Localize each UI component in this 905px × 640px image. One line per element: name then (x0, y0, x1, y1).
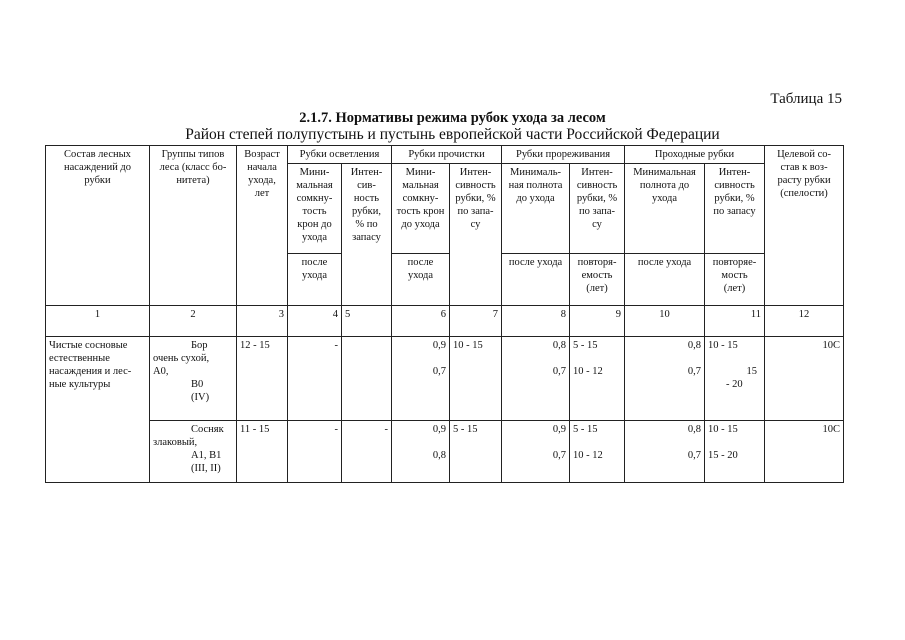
table-row (46, 421, 844, 483)
text-line: по запа- (457, 206, 494, 217)
target-cell: 10С (765, 337, 844, 421)
prorezh-min-cell: 0,9 0,7 (502, 421, 570, 483)
col-number: 3 (237, 306, 288, 337)
col-number: 9 (570, 306, 625, 337)
text-line: Интен- (459, 167, 492, 178)
text-line: запасу (352, 232, 381, 243)
text-line: мальная (402, 180, 439, 191)
header-prorezh-repeat (570, 254, 625, 306)
header-prorezh-intensity (570, 164, 625, 254)
text-line: расту рубки (777, 175, 831, 186)
text-line: Минималь- (510, 167, 562, 178)
header-prokhod-min-density (625, 164, 705, 254)
text-line: Интен- (350, 167, 383, 178)
text-line: ухода (407, 270, 434, 281)
text-line: сомкну- (402, 193, 439, 204)
prorezh-int-cell: 5 - 15 10 - 12 (570, 337, 625, 421)
col-number: 11 (705, 306, 765, 337)
osv-min-cell: - (288, 337, 342, 421)
header-target-composition (765, 146, 844, 306)
header-group-osvetlenie: Рубки осветления (288, 146, 392, 164)
header-prokhod-intensity (705, 164, 765, 254)
header-prorezh-after: после ухода (502, 254, 570, 306)
text-line: нитета) (176, 175, 210, 186)
text-line: ухода (301, 232, 328, 243)
text-line: насаждений до (63, 162, 132, 173)
text-line: су (470, 219, 481, 230)
text-line: Мини- (299, 167, 330, 178)
text-line: сивность (576, 180, 618, 191)
text-line: ная полнота (508, 180, 563, 191)
text-line: крон до (297, 219, 332, 230)
text-line: рубки, % (455, 193, 496, 204)
text-line: после (301, 257, 328, 268)
text-line: рубки, (352, 206, 381, 217)
header-prokhod-repeat (705, 254, 765, 306)
proch-int-cell: 5 - 15 (450, 421, 502, 483)
col-number: 1 (46, 306, 150, 337)
col-number: 6 (392, 306, 450, 337)
text-line: после (407, 257, 434, 268)
text-line: став к воз- (780, 162, 828, 173)
text-line: ные культуры (49, 379, 111, 390)
header-prorezh-min-density (502, 164, 570, 254)
text-line: тость крон (396, 206, 445, 217)
document-title: 2.1.7. Нормативы режима рубок ухода за лесом (299, 110, 606, 126)
text-line: начала (247, 162, 277, 173)
text-line: сивность (714, 180, 755, 191)
header-proch-after (392, 254, 450, 306)
text-line: сив- (357, 180, 376, 191)
header-prokhod-after: после ухода (625, 254, 705, 306)
document-subtitle: Район степей полупустынь и пустынь европейской части Российской Федерации (185, 126, 720, 143)
text-line: повторя- (577, 257, 617, 268)
text-line: по запа- (579, 206, 615, 217)
text-line: Интен- (581, 167, 613, 178)
header-proch-intensity (450, 164, 502, 306)
text-line: рубки, % (576, 193, 618, 204)
prokhod-int-cell: 10 - 15 15 - 20 (705, 337, 765, 421)
text-line: Целевой со- (777, 149, 831, 160)
proch-min-cell: 0,9 0,7 (392, 337, 450, 421)
forest-group-cell: Сосняк злаковый, А1, В1 (III, II) (150, 421, 237, 483)
header-osv-min-closure (288, 164, 342, 254)
proch-min-cell: 0,9 0,8 (392, 421, 450, 483)
col-number: 10 (625, 306, 705, 337)
header-group-prochistka: Рубки прочистки (392, 146, 502, 164)
prorezh-int-cell: 5 - 15 10 - 12 (570, 421, 625, 483)
text-line: Мини- (405, 167, 436, 178)
target-cell: 10С (765, 421, 844, 483)
text-line: тость (302, 206, 327, 217)
text-line: Интен- (718, 167, 751, 178)
proch-int-cell: 10 - 15 (450, 337, 502, 421)
text-line: рубки, % (714, 193, 755, 204)
text-line: полнота до (639, 180, 690, 191)
prokhod-min-cell: 0,8 0,7 (625, 337, 705, 421)
text-line: леса (класс бо- (159, 162, 227, 173)
text-line: до ухода (401, 219, 440, 230)
header-group-prorezhivanie: Рубки прореживания (502, 146, 625, 164)
text-line: сомкну- (296, 193, 333, 204)
col-number: 7 (450, 306, 502, 337)
composition-cell (46, 337, 150, 483)
header-forest-group (150, 146, 237, 306)
prokhod-int-cell: 10 - 15 15 - 20 (705, 421, 765, 483)
header-proch-min-closure (392, 164, 450, 254)
header-age (237, 146, 288, 306)
text-line: сивность (455, 180, 496, 191)
header-group-prokhodnye: Проходные рубки (625, 146, 765, 164)
text-line: % по (355, 219, 378, 230)
text-line: ухода (652, 193, 678, 204)
forest-group-cell: Бор очень сухой, А0, В0 (IV) (150, 337, 237, 421)
prokhod-min-cell: 0,8 0,7 (625, 421, 705, 483)
osv-min-cell: - (288, 421, 342, 483)
text-line: Группы типов (161, 149, 225, 160)
col-number: 12 (765, 306, 844, 337)
column-numbers-row (46, 306, 844, 337)
text-line: Чистые сосновые (49, 340, 128, 351)
text-line: емость (581, 270, 613, 281)
text-line: Возраст (244, 149, 280, 160)
text-line: лет (254, 188, 270, 199)
text-line: (лет) (723, 283, 746, 294)
header-row-groups (46, 146, 844, 164)
age-cell: 12 - 15 (237, 337, 288, 421)
text-line: ухода, (248, 175, 276, 186)
text-line: мость (721, 270, 748, 281)
table-row (46, 337, 844, 421)
norms-table (45, 145, 844, 483)
text-line: насаждения и лес- (49, 366, 132, 377)
osv-int-cell (342, 337, 392, 421)
header-composition (46, 146, 150, 306)
text-line: естественные (49, 353, 110, 364)
text-line: повторяе- (712, 257, 757, 268)
text-line: ухода (301, 270, 328, 281)
osv-int-cell: - (342, 421, 392, 483)
table-number: Таблица 15 (770, 91, 842, 107)
text-line: мальная (296, 180, 333, 191)
col-number: 4 (288, 306, 342, 337)
text-line: су (592, 219, 602, 230)
col-number: 8 (502, 306, 570, 337)
text-line: Минимальная (633, 167, 696, 178)
header-osv-after (288, 254, 342, 306)
text-line: рубки (84, 175, 111, 186)
text-line: по запасу (713, 206, 756, 217)
text-line: (лет) (586, 283, 608, 294)
text-line: до ухода (516, 193, 555, 204)
prorezh-min-cell: 0,8 0,7 (502, 337, 570, 421)
text-line: ность (353, 193, 380, 204)
col-number: 5 (342, 306, 392, 337)
age-cell: 11 - 15 (237, 421, 288, 483)
col-number: 2 (150, 306, 237, 337)
header-osv-intensity (342, 164, 392, 306)
text-line: Состав лесных (64, 149, 131, 160)
text-line: (спелости) (780, 188, 828, 199)
